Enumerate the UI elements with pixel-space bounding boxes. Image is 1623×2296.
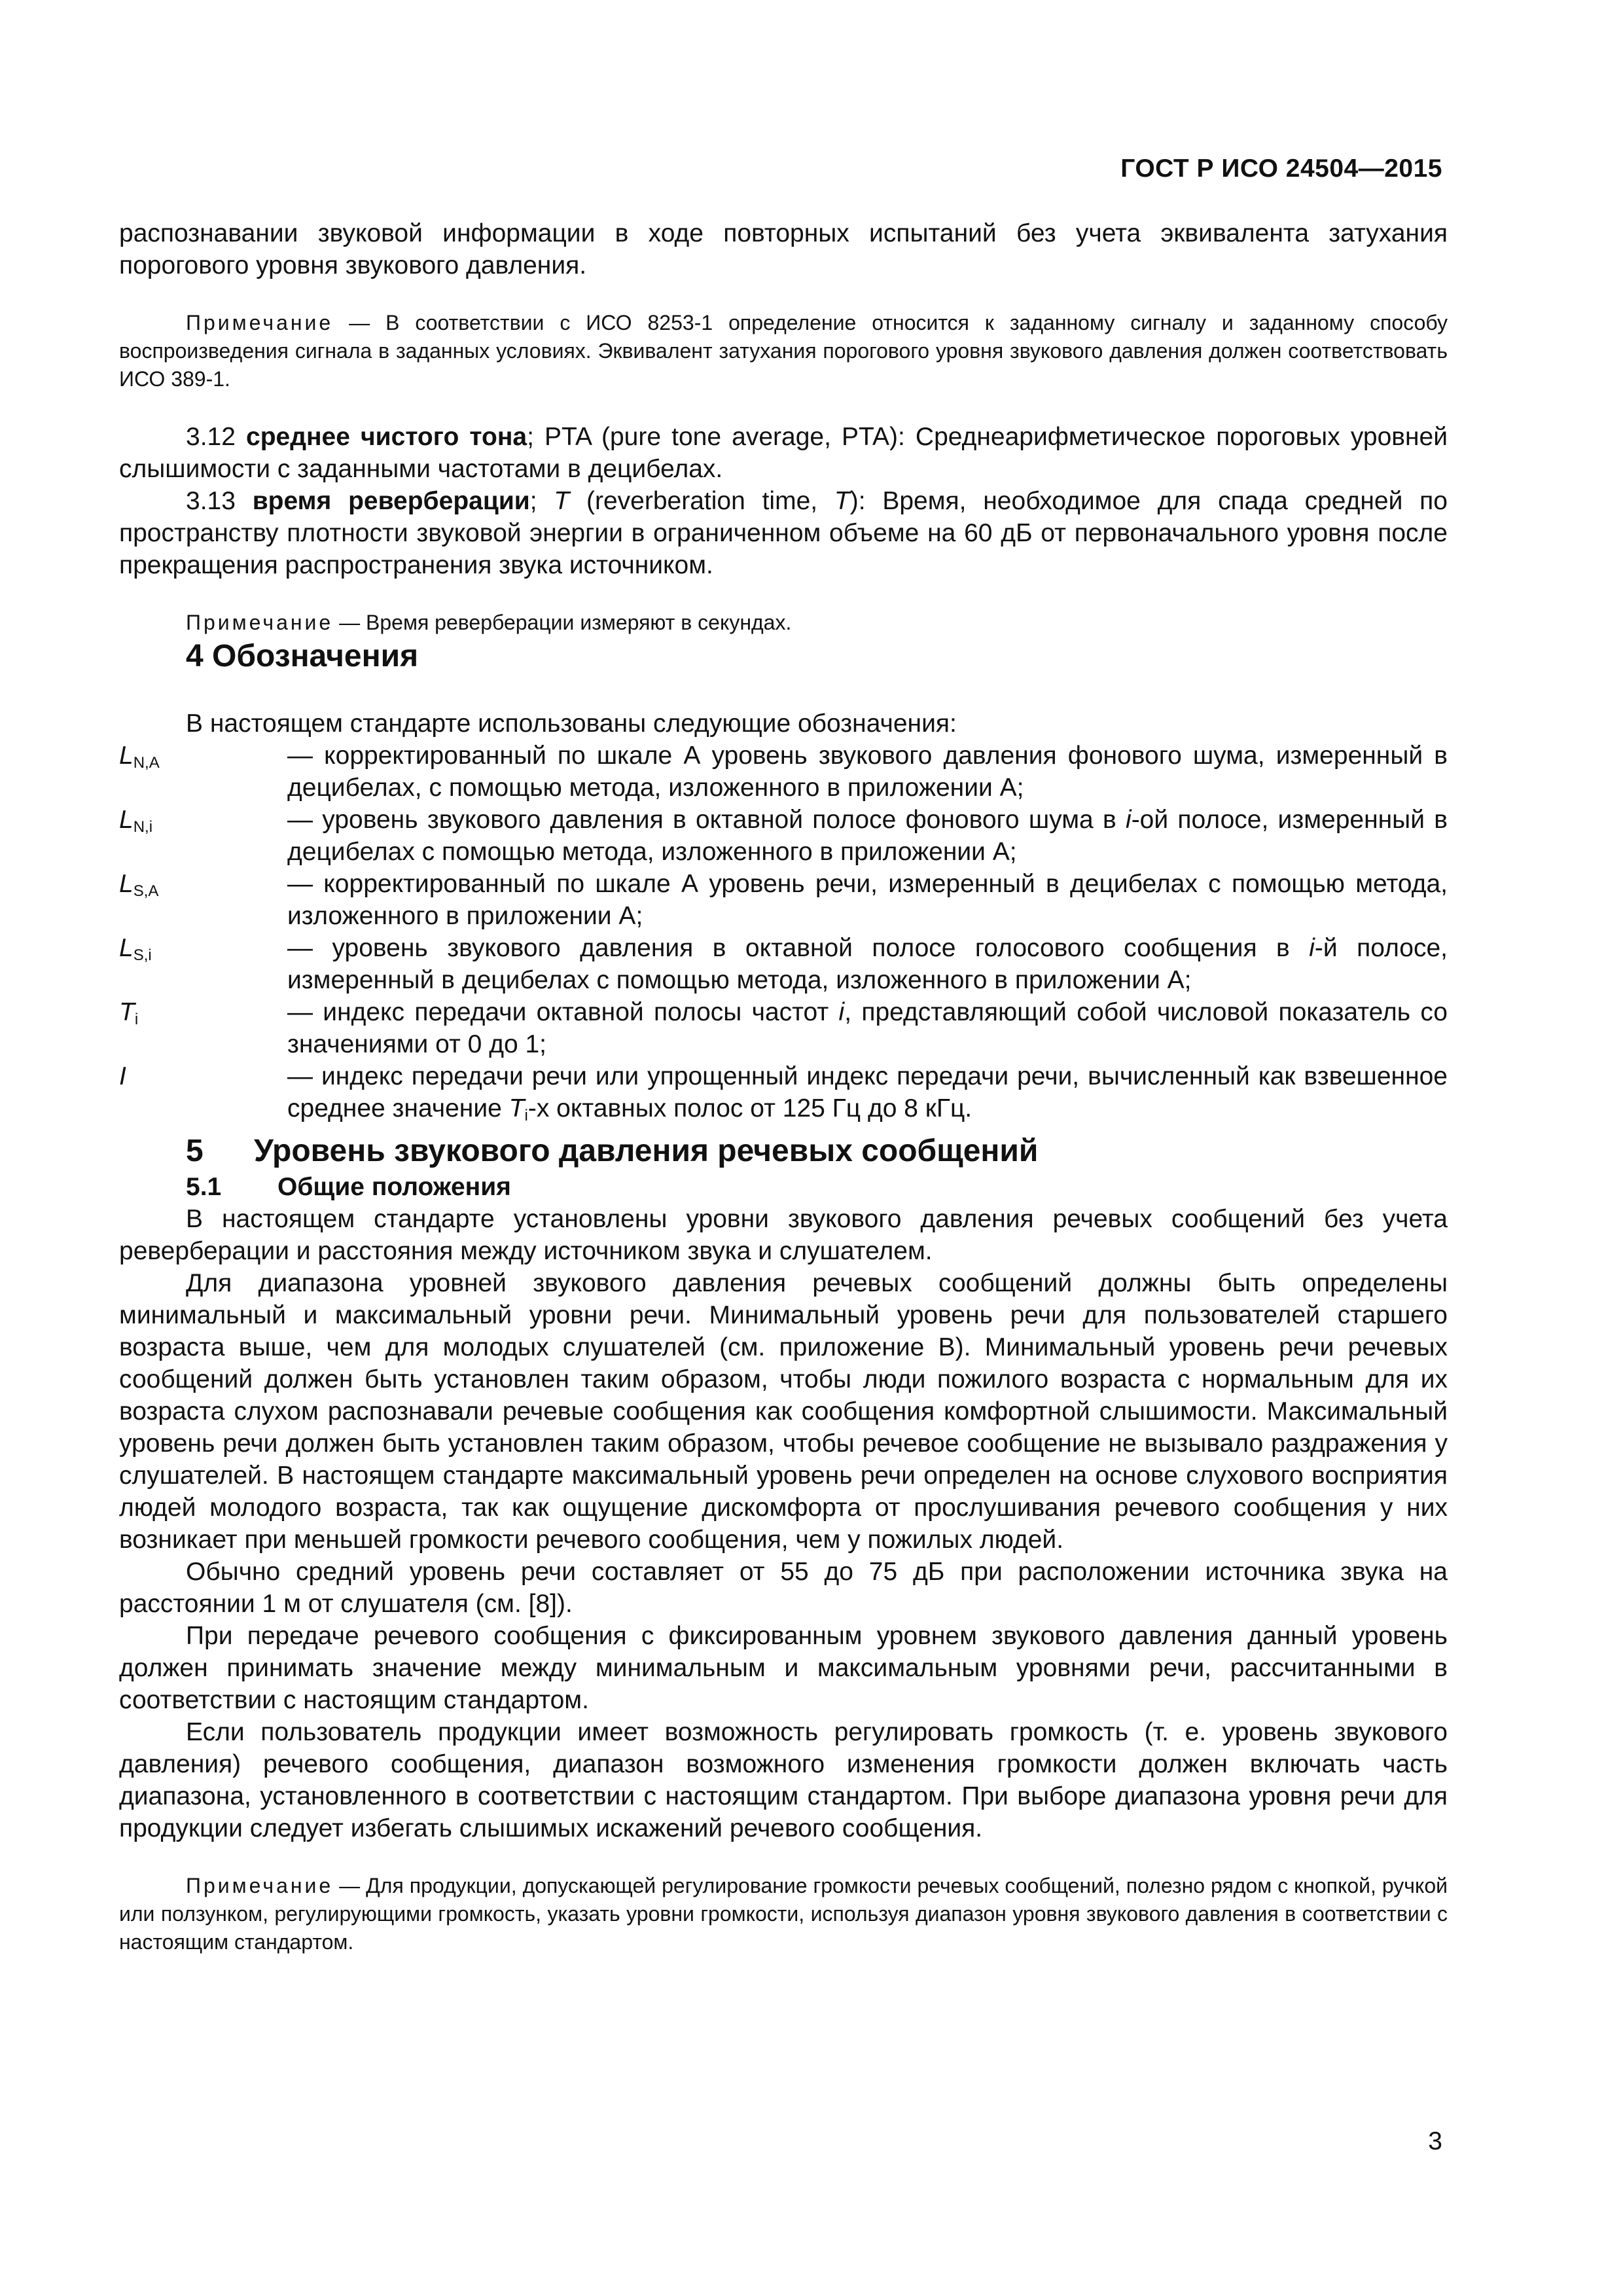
document-header: ГОСТ Р ИСО 24504—2015 bbox=[1120, 154, 1442, 183]
section-5-heading bbox=[119, 1132, 1448, 1171]
definition-symbol: T bbox=[554, 487, 570, 515]
symbol-row bbox=[119, 740, 1448, 804]
symbol: $T_i$ bbox=[119, 998, 139, 1028]
intro-paragraph: распознавании звуковой информации в ходе повторных испытаний без учета эквивалента затухания порогового уровня звукового давления. bbox=[119, 219, 1448, 279]
symbol-description: — уровень звукового давления в октавной полосе голосового сообщения в i-й полосе, измеренный в децибелах с помощью метода, изложенного в приложении А; bbox=[287, 934, 1448, 994]
definition-term: среднее чистого тона bbox=[246, 423, 527, 451]
definition-number: 3.13 bbox=[186, 487, 253, 515]
definition-text: ): Время, необходимое для спада средней по пространству плотности звуковой энергии в ограниченном объеме на 60 дБ от первоначального уровня после прекращения распространения звука источником. bbox=[119, 487, 1448, 579]
symbol-row bbox=[119, 996, 1448, 1060]
note-text: — Для продукции, допускающей регулирование громкости речевых сообщений, полезно рядом с кнопкой, ручкой или ползунком, регулирующими громкость, указать уровни громкости, используя диапазон уровня звукового давления в соответствии с настоящим стандартом. bbox=[119, 1874, 1448, 1954]
note-text: — Время реверберации измеряют в секундах. bbox=[333, 611, 792, 634]
symbol-description: — корректированный по шкале А уровень звукового давления фонового шума, измеренный в децибелах, с помощью метода, изложенного в приложении А; bbox=[287, 742, 1448, 802]
body-paragraph: В настоящем стандарте установлены уровни звукового давления речевых сообщений без учета реверберации и расстояния между источником звука и слушателем. bbox=[119, 1205, 1448, 1265]
definition-english: (reverberation time, bbox=[569, 487, 834, 515]
page-content bbox=[119, 217, 1448, 1956]
definition-3-12 bbox=[119, 421, 1448, 485]
reverberation-note bbox=[119, 609, 1448, 637]
symbols-list bbox=[119, 740, 1448, 1132]
subsection-title: Общие положения bbox=[277, 1173, 511, 1201]
section-title: Уровень звукового давления речевых сообщений bbox=[254, 1134, 1039, 1168]
intro-note bbox=[119, 309, 1448, 393]
definition-symbol: T bbox=[834, 487, 850, 515]
definition-separator: ; bbox=[529, 487, 554, 515]
symbol: $L_{S,A}$ bbox=[119, 870, 159, 900]
symbol-description: — индекс передачи речи или упрощенный индекс передачи речи, вычисленный как взвешенное среднее значение $T_i-х$ октавных полос от 125 Гц до 8 кГц. bbox=[287, 1062, 1448, 1124]
subsection-number: 5.1 bbox=[186, 1173, 222, 1201]
definition-number: 3.12 bbox=[186, 423, 247, 451]
note-text: — В соответствии с ИСО 8253-1 определение относится к заданному сигналу и заданному способу воспроизведения сигнала в заданных условиях. Эквивалент затухания порогового уровня звукового давления должен соответствовать ИСО 389-1. bbox=[119, 311, 1448, 391]
symbol: $L_{N,A}$ bbox=[119, 742, 160, 772]
definition-3-13 bbox=[119, 485, 1448, 581]
note-lead: Примечание bbox=[186, 311, 334, 334]
section-4-heading: 4 Обозначения bbox=[186, 639, 419, 673]
note-lead: Примечание bbox=[186, 611, 334, 634]
symbol-description: — корректированный по шкале А уровень речи, измеренный в децибелах с помощью метода, изложенного в приложении А; bbox=[287, 870, 1448, 930]
symbol: $L_{S,i}$ bbox=[119, 934, 152, 964]
symbol-description: — индекс передачи октавной полосы частот i, представляющий собой числовой показатель со значениями от 0 до 1; bbox=[287, 998, 1448, 1058]
symbol-row bbox=[119, 1060, 1448, 1132]
definition-term: время реверберации bbox=[252, 487, 530, 515]
symbol-row bbox=[119, 932, 1448, 996]
page-number: 3 bbox=[1428, 2127, 1442, 2155]
note-lead: Примечание bbox=[186, 1874, 334, 1897]
subsection-5-1-heading bbox=[119, 1171, 1448, 1203]
definition-text: ; PTA (pure tone average, PTA): Среднеарифметическое пороговых уровней слышимости с заданными частотами в децибелах. bbox=[119, 423, 1448, 483]
body-paragraph: Для диапазона уровней звукового давления речевых сообщений должны быть определены минимальный и максимальный уровни речи. Минимальный уровень речи для пользователей старшего возраста выше, чем для молодых слушателей (см. приложение В). Минимальный уровень речи речевых сообщений должен быть установлен таким образом, чтобы люди пожилого возраста с нормальным для их возраста слухом распознавали речевые сообщения как сообщения комфортной слышимости. Максимальный уровень речи должен быть установлен таким образом, чтобы речевое сообщение не вызывало раздражения у слушателей. В настоящем стандарте максимальный уровень речи определен на основе слухового восприятия людей молодого возраста, так как ощущение дискомфорта от прослушивания речевого сообщения у них возникает при меньшей громкости речевого сообщения, чем у пожилых людей. bbox=[119, 1269, 1448, 1554]
section-5-note bbox=[119, 1872, 1448, 1956]
symbol: $L_{N,i}$ bbox=[119, 806, 153, 836]
body-paragraph: Если пользователь продукции имеет возможность регулировать громкость (т. е. уровень звукового давления) речевого сообщения, диапазон возможного изменения громкости должен включать часть диапазона, установленного в соответствии с настоящим стандартом. При выборе диапазона уровня речи для продукции следует избегать слышимых искажений речевого сообщения. bbox=[119, 1718, 1448, 1842]
section-number: 5 bbox=[186, 1134, 204, 1168]
symbol-description: — уровень звукового давления в октавной полосе фонового шума в i-ой полосе, измеренный в децибелах с помощью метода, изложенного в приложении А; bbox=[287, 806, 1448, 866]
symbols-intro: В настоящем стандарте использованы следующие обозначения: bbox=[186, 709, 957, 738]
symbol-row bbox=[119, 868, 1448, 932]
symbol: I bbox=[119, 1062, 126, 1090]
symbol-row bbox=[119, 804, 1448, 868]
body-paragraph: При передаче речевого сообщения с фиксированным уровнем звукового давления данный уровень должен принимать значение между минимальным и максимальным уровнями речи, рассчитанными в соответствии с настоящим стандартом. bbox=[119, 1622, 1448, 1714]
body-paragraph: Обычно средний уровень речи составляет от 55 до 75 дБ при расположении источника звука на расстоянии 1 м от слушателя (см. [8]). bbox=[119, 1558, 1448, 1618]
